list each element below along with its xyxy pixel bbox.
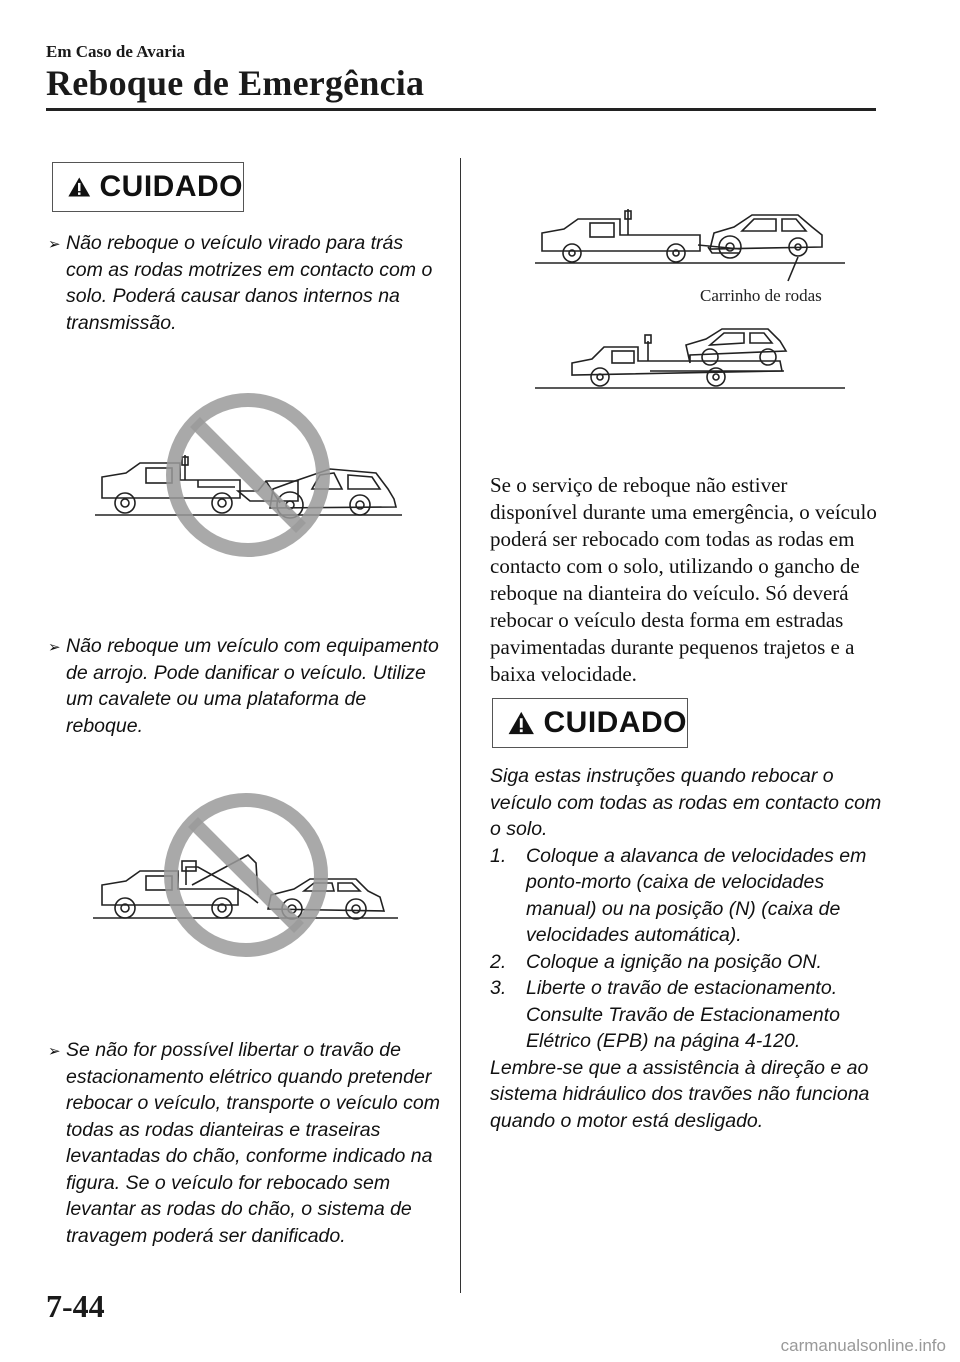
step-text: Coloque a alavanca de velocidades em ponto-morto (caixa de velocidades manual) ou na posição (N) (caixa de velocidades automática). [526, 844, 867, 946]
bullet-arrow-icon: ➢ [48, 639, 61, 656]
prohibited-towing-figure [90, 385, 420, 565]
column-divider [460, 158, 461, 1293]
bullet-text: Não reboque um veículo com equipamento de arrojo. Pode danificar o veículo. Utilize um cavalete ou uma plataforma de reboque. [66, 635, 439, 737]
watermark: carmanualsonline.info [780, 1336, 946, 1355]
section-label: Em Caso de Avaria [46, 42, 185, 61]
bullet-text: Se não for possível libertar o travão de estacionamento elétrico quando pretender rebocar o veículo, transporte o veículo com todas as rodas dianteiras e traseiras levantadas do chão, conforme indicado na figura. Se o veículo for rebocado sem levantar as rodas do chão, o sistema de travagem poderá ser danificado. [66, 1039, 440, 1247]
caution-box [492, 698, 688, 748]
caution-label: CUIDADO [99, 170, 243, 203]
prohibition-icon [171, 800, 321, 950]
bullet-text: Não reboque o veículo virado para trás com as rodas motrizes em contacto com o solo. Poderá causar danos internos na transmissão. [66, 232, 433, 334]
steps-list [490, 843, 882, 1055]
caution-box [52, 162, 244, 212]
bullet-item [48, 1037, 440, 1249]
page-number: 7-44 [46, 1288, 105, 1324]
list-item [490, 949, 882, 976]
step-number: 2. [490, 950, 507, 973]
step-number: 3. [490, 977, 507, 999]
step-text: Coloque a ignição na posição ON. [526, 950, 822, 973]
step-text: Liberte o travão de estacionamento. Consulte Travão de Estacionamento Elétrico (EPB) na página 4-120. [526, 977, 840, 1052]
step-number: 1. [490, 844, 507, 867]
warning-triangle-icon [507, 707, 536, 739]
caution-label: CUIDADO [543, 706, 687, 739]
list-item [490, 975, 882, 1055]
page-title: Reboque de Emergência [46, 63, 425, 103]
bullet-arrow-icon: ➢ [48, 236, 61, 253]
prohibition-icon [173, 400, 323, 550]
prohibited-sling-towing-figure [88, 785, 418, 965]
title-rule [46, 108, 876, 111]
caution-outro: Lembre-se que a assistência à direção e ao sistema hidráulico dos travões não funciona quando o motor está desligado. [490, 1056, 870, 1132]
bullet-item [48, 633, 440, 739]
bullet-arrow-icon: ➢ [48, 1043, 61, 1060]
tow-paragraph: Se o serviço de reboque não estiver disponível durante uma emergência, o veículo poderá ser rebocado com todas as rodas em contacto com o solo, utilizando o gancho de reboque na dianteira do veículo. Só deverá rebocar o veículo desta forma em estradas pavimentadas durante pequenos trajetos e a baixa velocidade. [490, 473, 877, 686]
caution-intro: Siga estas instruções quando rebocar o veículo com todas as rodas em contacto com o solo. [490, 765, 882, 840]
figure-caption: Carrinho de rodas [700, 286, 822, 305]
caution-content [490, 763, 882, 1134]
bullet-item [48, 230, 438, 336]
warning-triangle-icon [67, 171, 92, 203]
list-item [490, 843, 882, 949]
